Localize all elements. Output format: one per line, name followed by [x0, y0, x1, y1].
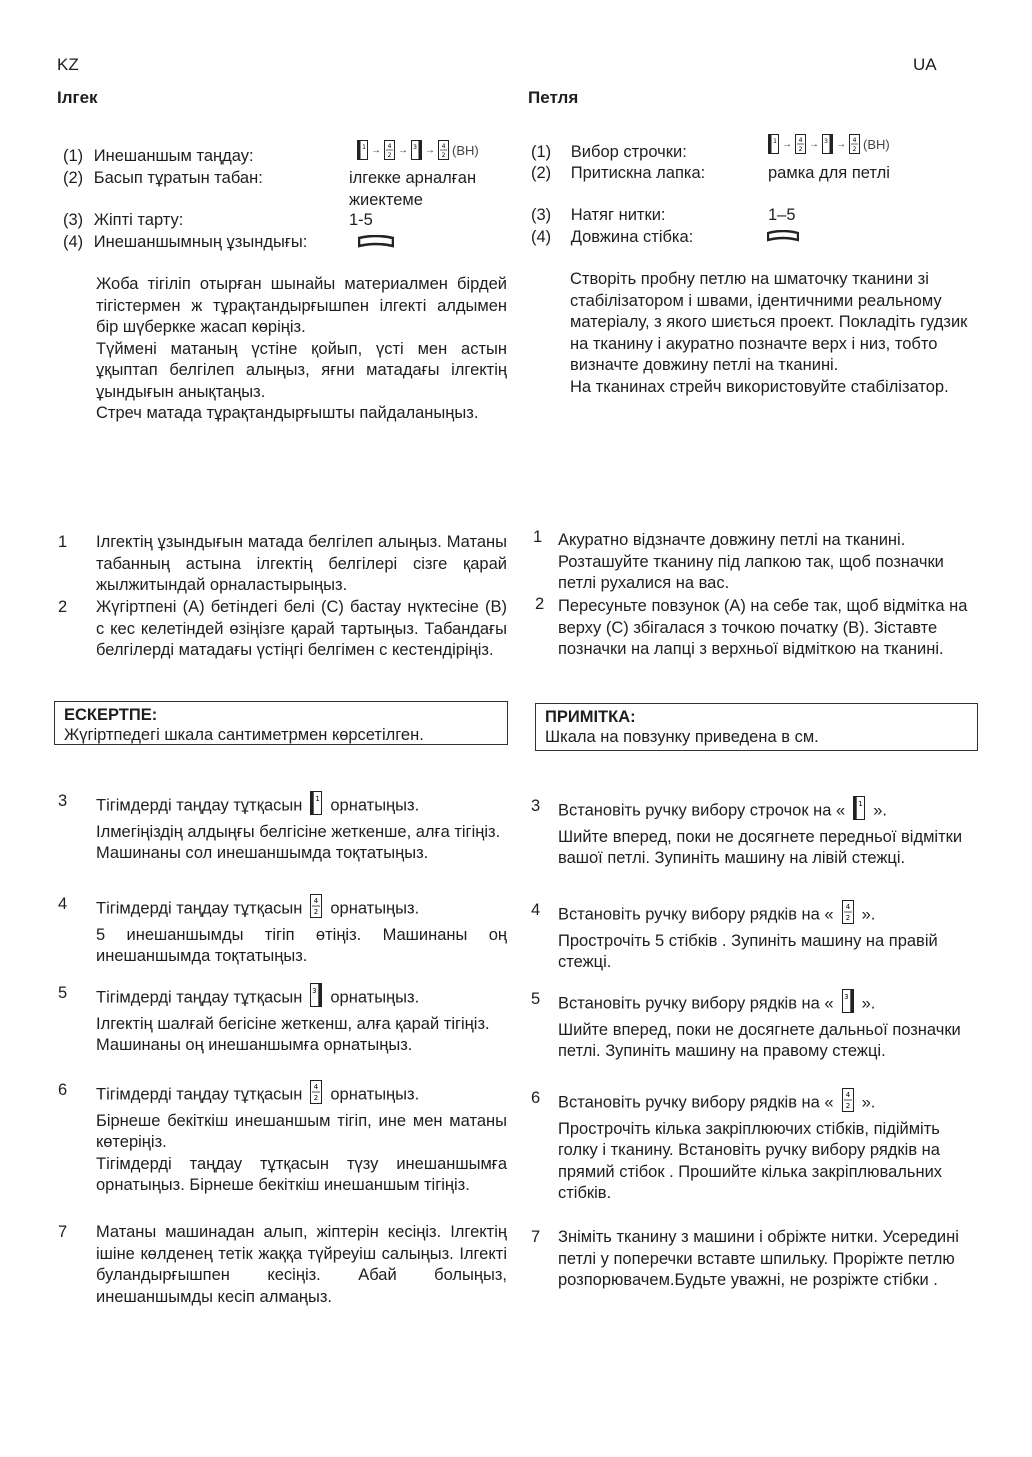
intro-paragraph: Түймені матаның үстіне қойып, үсті мен астын ұқыптап белгілеп алыңыз, яғни матадағы ілгектің ұындығын анықтаңыз. — [96, 339, 507, 401]
step-text: Зніміть тканину з машини і обріжте нитки. Усередині петлі у поперечки вставте шпильку. Проріжте петлю розпорювачем.Будьте уважні, не розріжте стібки . — [558, 1228, 959, 1289]
step-number: 3 — [58, 792, 68, 810]
setting-row — [531, 205, 666, 227]
step-text: Ілгектің ұзындығын матада белгілеп алыңыз. Матаны табанның астына ілгектің белгілері сізге қарай жылжитындай орналастырыңыз. — [96, 533, 507, 594]
note-title: ПРИМІТКА: — [545, 708, 636, 726]
svg-text:3: 3 — [843, 993, 849, 1001]
svg-text:2: 2 — [845, 1102, 850, 1110]
step-text: Встановіть ручку вибору рядків на « 3 ». Шийте вперед, поки не досягнете дальньої позначки петлі. Зупиніть машину на правому стежці. — [558, 989, 978, 1063]
setting-row — [531, 163, 705, 185]
stitch-1-icon — [310, 791, 322, 822]
language-code-kz: KZ — [57, 55, 79, 74]
svg-text:2: 2 — [314, 908, 319, 916]
step-number: 6 — [58, 1081, 68, 1099]
arrow-right-icon: → — [809, 138, 819, 150]
intro-kz — [96, 274, 507, 425]
svg-text:2: 2 — [845, 914, 850, 922]
svg-text:1: 1 — [773, 138, 777, 145]
stitch-1-icon — [357, 140, 368, 160]
arrow-right-icon: → — [782, 138, 792, 150]
language-code-ua: UA — [913, 55, 937, 74]
stitch-3-icon — [822, 134, 833, 154]
step-text: Встановіть ручку вибору строчок на « 1 ». Шийте вперед, поки не досягнете передньої відмітки вашої петлі. Зупиніть машину на лівій стежці. — [558, 796, 978, 870]
svg-text:4: 4 — [798, 137, 803, 144]
note-text: Шкала на повзунку приведена в см. — [545, 728, 819, 746]
setting-label: Инешаншымның ұзындығы: — [93, 233, 308, 251]
svg-text:2: 2 — [798, 146, 803, 153]
step-text: Тігімдерді таңдау тұтқасын 4 2 орнатыңыз. Бірнеше бекіткіш инешаншым тігіп, ине мен матаны көтеріңіз. Тігімдерді таңдау тұтқасын түзу инешаншымға орнатыңыз. Бірнеше бекіткіш инешаншым тігіңіз. — [96, 1080, 507, 1197]
note-text: Жүгіртпедегі шкала сантиметрмен көрсетілген. — [64, 726, 424, 744]
step-text: Встановіть ручку вибору рядків на « 4 2 ». Прострочіть кілька закріплюючих стібків, підійміть голку і тканину. Встановіть ручку вибору рядків на прямий стібок . Прошийте кілька закріплювальних стібків. — [558, 1088, 978, 1205]
stitch-4-2-icon — [795, 134, 806, 154]
step-text: Тігімдерді таңдау тұтқасын 3 орнатыңыз. Ілгектің шалғай бегісіне жеткенш, алға қарай тігіңіз. Машинаны оң инешаншымға орнатыңыз. — [96, 983, 507, 1057]
section-title-kz: Ілгек — [57, 88, 98, 107]
setting-number: (1) — [531, 143, 552, 161]
setting-value: ілгекке арналған жиектеме — [349, 169, 477, 209]
setting-row — [531, 227, 693, 249]
step-number: 7 — [58, 1223, 68, 1241]
note-title: ЕСКЕРТПЕ: — [64, 706, 158, 724]
intro-paragraph: Стреч матада тұрақтандырғышты пайдаланыңыз. — [96, 404, 479, 422]
svg-text:2: 2 — [387, 152, 392, 159]
stitch-4-2-icon — [849, 134, 860, 154]
stitch-3-icon — [842, 989, 854, 1020]
step-text: Пересуньте повзунок (A) на себе так, щоб відмітка на верху (C) збігалася з точкою початку (B). Зіставте позначки на лапці з верхньої відміткою на тканині. — [558, 597, 968, 658]
step-number: 5 — [531, 990, 541, 1008]
arrow-right-icon: → — [371, 144, 381, 156]
step-number: 1 — [58, 533, 68, 551]
setting-row — [63, 210, 183, 232]
setting-value: рамка для петлі — [768, 164, 890, 182]
svg-text:1: 1 — [858, 800, 864, 808]
section-title-ua: Петля — [528, 88, 579, 107]
svg-text:3: 3 — [413, 144, 417, 151]
setting-label: Басып тұратын табан: — [93, 169, 263, 187]
stitch-sequence — [357, 140, 479, 160]
setting-row — [531, 142, 687, 164]
step-text: Матаны машинадан алып, жіптерін кесіңіз. Ілгектің ішіне көлденең тетік жаққа түйреуіш салыңыз. Ілгекті буландырғышпен кесіңіз. Абай болыңыз, инешаншымды кесіп алмаңыз. — [96, 1223, 507, 1306]
setting-label: Жіпті тарту: — [93, 211, 184, 229]
step-text: Тігімдерді таңдау тұтқасын 1 орнатыңыз. Ілмегіңіздің алдыңғы белгісіне жеткенше, алға тігіңіз. Машинаны сол инешаншымда тоқтатыңыз. — [96, 791, 507, 865]
setting-number: (1) — [63, 147, 84, 165]
svg-text:4: 4 — [845, 903, 850, 911]
svg-text:4: 4 — [441, 143, 446, 150]
svg-text:3: 3 — [824, 138, 828, 145]
setting-label: Довжина стібка: — [570, 228, 694, 246]
stitch-sequence — [768, 134, 890, 154]
stitch-4-2-icon — [438, 140, 449, 160]
arrow-right-icon: → — [836, 138, 846, 150]
svg-text:4: 4 — [314, 897, 319, 905]
setting-label: Натяг нитки: — [570, 206, 666, 224]
setting-number: (3) — [531, 206, 552, 224]
step-number: 6 — [531, 1089, 541, 1107]
setting-number: (2) — [531, 164, 552, 182]
setting-number: (2) — [63, 169, 84, 187]
svg-text:4: 4 — [845, 1091, 850, 1099]
stitch-4-2-icon — [842, 1088, 854, 1119]
stitch-4-2-icon — [842, 900, 854, 931]
step-number: 1 — [533, 528, 543, 546]
svg-text:2: 2 — [314, 1094, 319, 1102]
stitch-length-icon — [358, 235, 394, 254]
setting-value: 1-5 — [349, 211, 373, 229]
step-number: 2 — [58, 598, 68, 616]
intro-paragraph: Жоба тігіліп отырған шынайы материалмен бірдей тігістермен ж тұрақтандырғышпен ілгекті алдымен бір шүберкке жасап көріңіз. — [96, 275, 507, 336]
svg-text:4: 4 — [852, 137, 857, 144]
setting-label: Инешаншым таңдау: — [93, 147, 254, 165]
stitch-4-2-icon — [384, 140, 395, 160]
arrow-right-icon: → — [425, 144, 435, 156]
intro-paragraph: Створіть пробну петлю на шматочку тканини зі стабілізатором і швами, ідентичними реальному матеріалу, з якого шиється проект. Покладіть гудзик на тканину і акуратно позначте верх і низ, тобто визначте довжину петлі на тканині. — [570, 270, 968, 374]
setting-label: Вибор строчки: — [570, 143, 687, 161]
stitch-4-2-icon — [310, 1080, 322, 1111]
stitch-sequence-suffix: (ВН) — [452, 142, 479, 158]
step-text: Акуратно відзначте довжину петлі на тканині. Розташуйте тканину під лапкою так, щоб позначки петлі рухалися на вас. — [558, 531, 944, 592]
svg-text:3: 3 — [312, 987, 317, 995]
setting-row — [63, 146, 254, 168]
setting-row — [63, 168, 263, 190]
setting-label: Притискна лапка: — [570, 164, 706, 182]
setting-number: (4) — [531, 228, 552, 246]
step-text: Тігімдерді таңдау тұтқасын 4 2 орнатыңыз. 5 инешаншымды тігіп өтіңіз. Машинаны оң инешаншымда тоқтатыңыз. — [96, 894, 507, 968]
stitch-4-2-icon — [310, 894, 322, 925]
intro-paragraph: На тканинах стрейч використовуйте стабілізатор. — [570, 377, 949, 396]
step-number: 2 — [535, 595, 545, 613]
setting-number: (4) — [63, 233, 84, 251]
note-box-ua — [535, 703, 978, 751]
setting-value: 1–5 — [768, 206, 796, 224]
setting-number: (3) — [63, 211, 84, 229]
svg-text:2: 2 — [441, 152, 446, 159]
stitch-sequence-suffix: (ВН) — [863, 136, 890, 152]
step-number: 4 — [531, 901, 541, 919]
step-number: 7 — [531, 1228, 541, 1246]
svg-text:1: 1 — [315, 795, 321, 803]
step-number: 5 — [58, 984, 68, 1002]
step-text: Встановіть ручку вибору рядків на « 4 2 ». Прострочіть 5 стібків . Зупиніть машину на правій стежці. — [558, 900, 978, 974]
step-number: 3 — [531, 797, 541, 815]
setting-row — [63, 232, 307, 254]
stitch-length-icon — [767, 230, 799, 248]
step-number: 4 — [58, 895, 68, 913]
stitch-1-icon — [768, 134, 779, 154]
svg-text:4: 4 — [387, 143, 392, 150]
stitch-3-icon — [310, 983, 322, 1014]
svg-text:2: 2 — [852, 146, 857, 153]
stitch-1-icon — [853, 796, 865, 827]
note-box-kz — [54, 701, 508, 745]
step-text: Жүгіртпені (А) бетіндегі белі (С) бастау нүктесіне (В) с кес келетіндей өзіңізге қарай тартыңыз. Табандағы белгілерді матадағы үстіңгі белгімен с кестендіріңіз. — [96, 598, 507, 659]
svg-text:4: 4 — [314, 1083, 319, 1091]
arrow-right-icon: → — [398, 144, 408, 156]
intro-ua — [570, 269, 982, 398]
svg-text:1: 1 — [362, 144, 366, 151]
stitch-3-icon — [411, 140, 422, 160]
